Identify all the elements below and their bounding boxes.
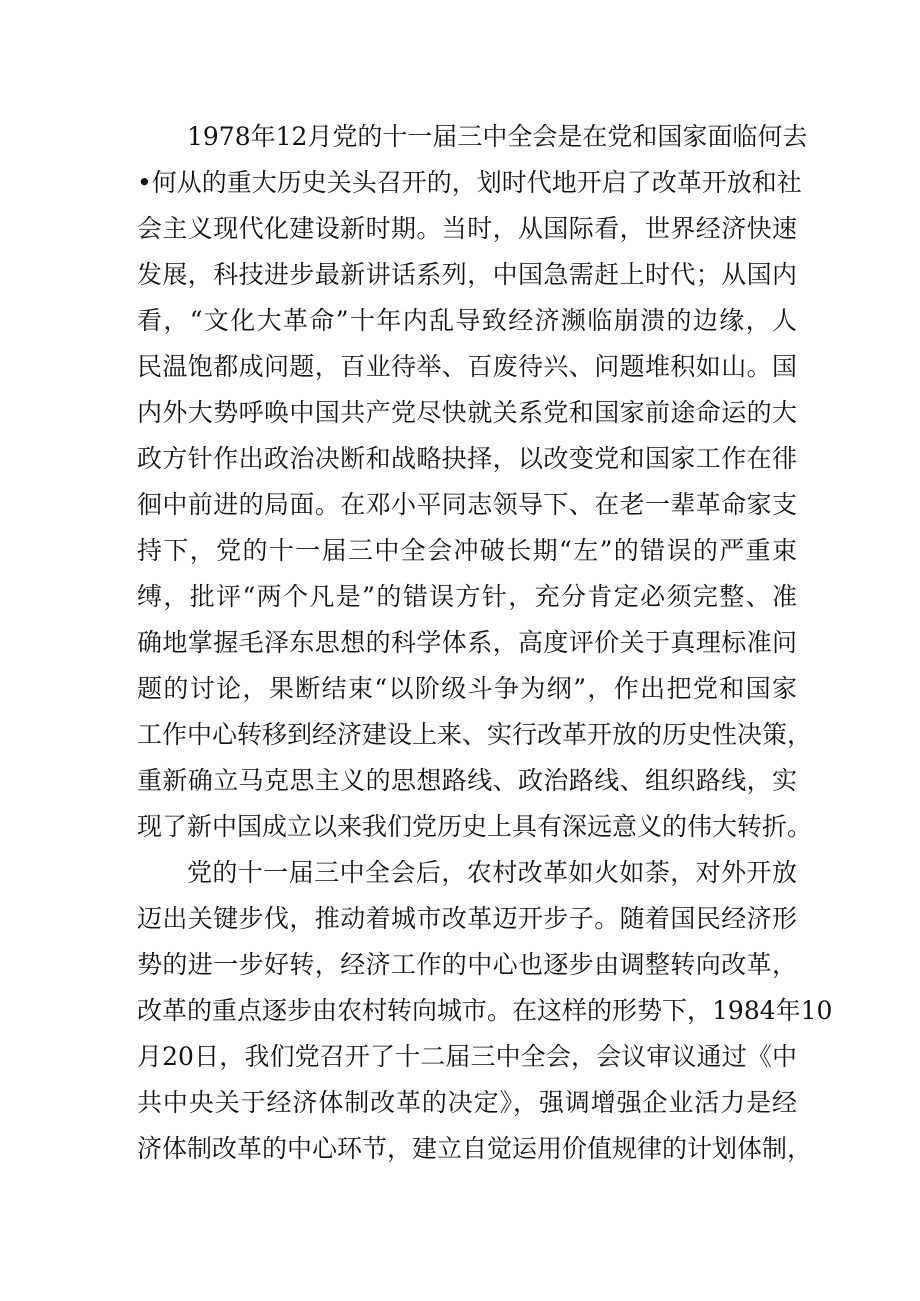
paragraph-line: 济体制改革的中心环节，建立自觉运用价值规律的计划体制， — [137, 1134, 813, 1163]
paragraph-1 — [137, 114, 813, 850]
paragraph-line: 迈出关键步伐，推动着城市改革迈开步子。随着国民经济形 — [137, 904, 797, 933]
paragraph-line: 改革的重点逐步由农村转向城市。在这样的形势下，1984年10 — [137, 996, 833, 1025]
paragraph-line: 政方针作出政治决断和战略抉择，以改变党和国家工作在徘 — [137, 444, 797, 473]
paragraph-line: 看，“文化大革命”十年内乱导致经济濒临崩溃的边缘，人 — [137, 306, 797, 335]
paragraph-line: 共中央关于经济体制改革的决定》，强调增强企业活力是经 — [137, 1088, 797, 1117]
paragraph-line: 现了新中国成立以来我们党历史上具有深远意义的伟大转折。 — [137, 812, 813, 841]
paragraph-line: 民温饱都成问题，百业待举、百废待兴、问题堆积如山。国 — [137, 352, 797, 381]
paragraph-line: 势的进一步好转，经济工作的中心也逐步由调整转向改革， — [137, 950, 797, 979]
paragraph-line: 1978年12月党的十一届三中全会是在党和国家面临何去 — [187, 122, 808, 151]
paragraph-line: 持下，党的十一届三中全会冲破长期“左”的错误的严重束 — [137, 536, 797, 565]
paragraph-line: 题的讨论，果断结束“以阶级斗争为纲”，作出把党和国家 — [137, 674, 797, 703]
paragraph-line: 工作中心转移到经济建设上来、实行改革开放的历史性决策， — [137, 720, 813, 749]
paragraph-line: 党的十一届三中全会后，农村改革如火如荼，对外开放 — [187, 858, 797, 887]
paragraph-line: 发展，科技进步最新讲话系列，中国急需赶上时代；从国内 — [137, 260, 797, 289]
paragraph-line: 月20日，我们党召开了十二届三中全会，会议审议通过《中 — [137, 1042, 797, 1071]
paragraph-line: 缚，批评“两个凡是”的错误方针，充分肯定必须完整、准 — [137, 582, 797, 611]
paragraph-2 — [137, 850, 833, 1172]
paragraph-line: 徊中前进的局面。在邓小平同志领导下、在老一辈革命家支 — [137, 490, 797, 519]
paragraph-line: 会主义现代化建设新时期。当时，从国际看，世界经济快速 — [137, 214, 797, 243]
paragraph-line: 重新确立马克思主义的思想路线、政治路线、组织路线，实 — [137, 766, 797, 795]
paragraph-line: 内外大势呼唤中国共产党尽快就关系党和国家前途命运的大 — [137, 398, 797, 427]
paragraph-line: 确地掌握毛泽东思想的科学体系，高度评价关于真理标准问 — [137, 628, 797, 657]
paragraph-line: •何从的重大历史关头召开的，划时代地开启了改革开放和社 — [137, 168, 802, 197]
document-body — [137, 114, 833, 1172]
